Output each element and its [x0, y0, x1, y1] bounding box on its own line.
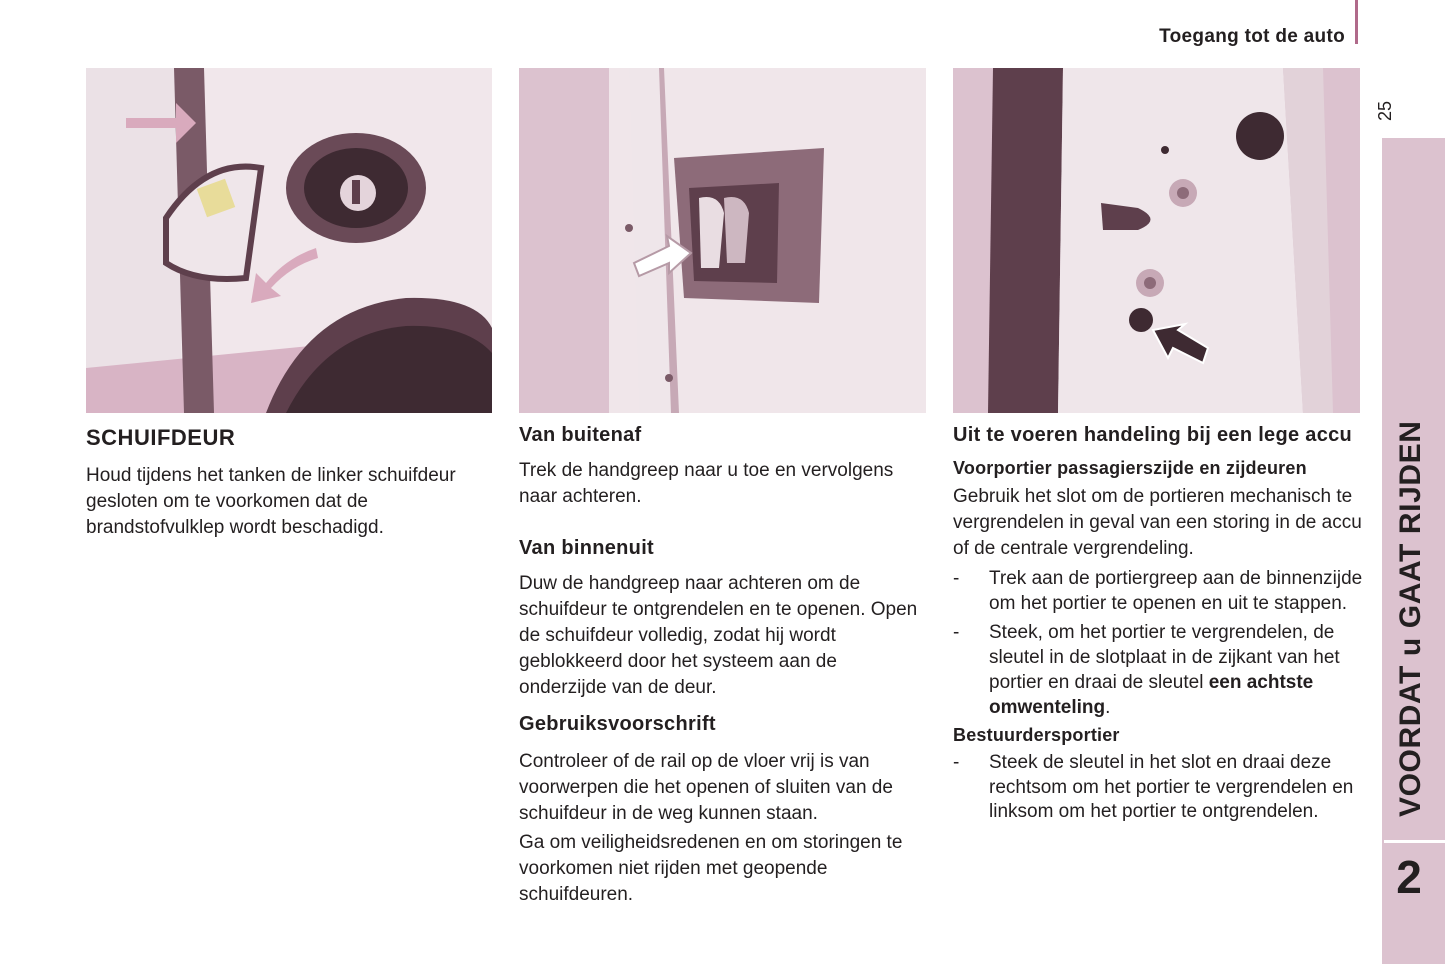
- bullet-text-end: .: [1105, 697, 1111, 718]
- column-bediening: [519, 420, 929, 908]
- bullet-text-vergrendelen: Steek, om het portier te vergrendelen, de sleutel in de slotplaat in de zijkant van het portier en draai de sleutel: [989, 622, 1340, 693]
- paragraph-van-buitenaf: Trek de handgreep naar u toe en vervolgens naar achteren.: [519, 460, 894, 507]
- subheading-bestuurdersportier: Bestuurdersportier: [953, 725, 1120, 745]
- paragraph-slot-mechanisch: Gebruik het slot om de portieren mechanisch te vergrendelen in geval van een storing in de accu of de centrale vergrendeling.: [953, 486, 1362, 559]
- bullet-dash: -: [953, 568, 960, 589]
- chapter-title: VOORDAT u GAAT RIJDEN: [1394, 420, 1427, 817]
- column-lege-accu: [953, 420, 1363, 825]
- paragraph-veiligheid: Ga om veiligheidsredenen en om storingen te voorkomen niet rijden met geopende schuifdeuren.: [519, 832, 903, 905]
- column-schuifdeur: [86, 420, 496, 541]
- paragraph-van-binnenuit: Duw de handgreep naar achteren om de schuifdeur te ontgrendelen en te openen. Open de schuifdeur volledig, zodat hij wordt geblokkeerd door het systeem aan de onderzijde van de deur.: [519, 573, 918, 698]
- subheading-voorportier: Voorportier passagierszijde en zijdeuren: [953, 458, 1307, 478]
- door-handle-illustration: [519, 68, 926, 413]
- bullet-text-emphasis: een achtste omwenteling: [989, 672, 1314, 718]
- heading-lege-accu: Uit te voeren handeling bij een lege accu: [953, 424, 1353, 446]
- heading-van-binnenuit: Van binnenuit: [519, 537, 655, 559]
- bullet-text-sleutel: Steek de sleutel in het slot en draai deze rechtsom om het portier te vergrendelen en linksom om het portier te ontgrendelen.: [989, 752, 1354, 822]
- running-header: Toegang tot de auto: [1159, 26, 1345, 47]
- heading-gebruiksvoorschrift: Gebruiksvoorschrift: [519, 713, 716, 735]
- fuel-flap-illustration: [86, 68, 492, 413]
- bullet-text-portiergreep: Trek aan de portiergreep aan de binnenzijde om het portier te openen en uit te stappen.: [989, 568, 1363, 614]
- list-item: [953, 751, 1363, 825]
- list-item: [953, 620, 1363, 720]
- chapter-number: 2: [1396, 851, 1422, 903]
- chapter-separator: [1384, 840, 1445, 843]
- bullet-dash: -: [953, 622, 960, 643]
- paragraph-tanken: Houd tijdens het tanken de linker schuifdeur gesloten om te voorkomen dat de brandstofvulklep wordt beschadigd.: [86, 465, 456, 538]
- door-lock-illustration: [953, 68, 1360, 413]
- bullet-dash: -: [953, 752, 960, 773]
- heading-van-buitenaf: Van buitenaf: [519, 424, 642, 446]
- list-item: [953, 566, 1363, 616]
- header-accent-bar: [1355, 0, 1358, 44]
- heading-schuifdeur: SCHUIFDEUR: [86, 425, 236, 450]
- page-number: 25: [1375, 100, 1395, 122]
- paragraph-rail-vrij: Controleer of de rail op de vloer vrij is van voorwerpen die het openen of sluiten van de schuifdeur in de weg kunnen staan.: [519, 751, 893, 824]
